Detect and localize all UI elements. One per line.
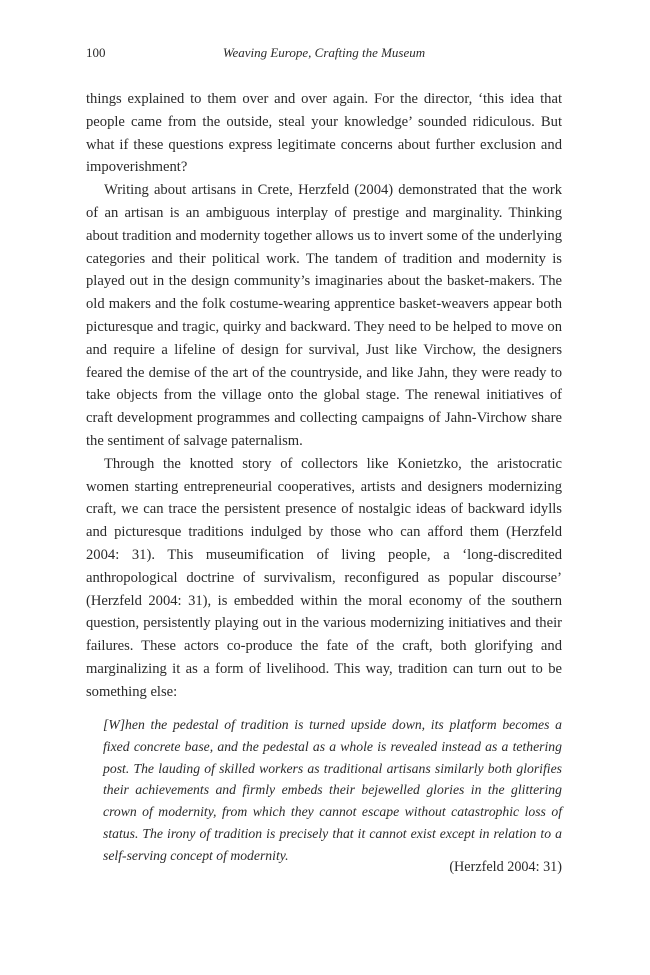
page-header	[86, 45, 562, 65]
paragraph-3: Through the knotted story of collectors like Konietzko, the aristocratic women starting entrepreneurial cooperatives, artists and designers modernizing craft, we can trace the persistent presence of nostalgic ideas of backward idylls and picturesque traditions indulged by those who can afford them (Herzfeld 2004: 31). This museumification of living people, a ‘long-discredited anthropological doctrine of survivalism, reconfigured as popular discourse’ (Herzfeld 2004: 31), is embedded within the moral economy of the southern question, persistently playing out in the various modernizing initiatives and their failures. These actors co-produce the fate of the craft, both glorifying and marginalizing it as a form of livelihood. This way, tradition can turn out to be something else:	[86, 455, 562, 700]
paragraph-1: things explained to them over and over again. For the director, ‘this idea that people came from the outside, steal your knowledge’ sounded ridiculous. But what if these questions express legitimate concerns about further exclusion and impoverishment?	[86, 91, 562, 176]
block-quote	[103, 714, 562, 867]
block-quote-text: [W]hen the pedestal of tradition is turned upside down, its platform becomes a fixed concrete base, and the pedestal as a whole is revealed instead as a tethering post. The lauding of skilled workers as traditional artisans similarly both glorifies their achievements and firmly embeds their bejewelled glories in the glittering crown of modernity, from which they cannot escape without catastrophic loss of status. The irony of tradition is precisely that it cannot exist except in relation to a self-serving concept of modernity.	[103, 717, 562, 863]
paragraph-2: Writing about artisans in Crete, Herzfeld (2004) demonstrated that the work of an artisan is an ambiguous interplay of prestige and marginality. Thinking about tradition and modernity together allows us to invert some of the underlying categories and their political work. The tandem of tradition and modernity is played out in the design community’s imaginaries about the basket-makers. The old makers and the folk costume-wearing apprentice basket-weavers appear both picturesque and tragic, quirky and backward. They need to be helped to move on and require a lifeline of design for survival, Just like Virchow, the designers feared the demise of the art of the countryside, and like Jahn, they were ready to take objects from the village onto the global stage. The renewal initiatives of craft development programmes and collecting campaigns of Jahn-Virchow share the sentiment of salvage paternalism.	[86, 182, 562, 449]
running-title: Weaving Europe, Crafting the Museum	[222, 45, 426, 60]
body-text	[86, 88, 562, 704]
quote-citation: (Herzfeld 2004: 31)	[449, 859, 562, 875]
page-number: 100	[86, 45, 106, 60]
